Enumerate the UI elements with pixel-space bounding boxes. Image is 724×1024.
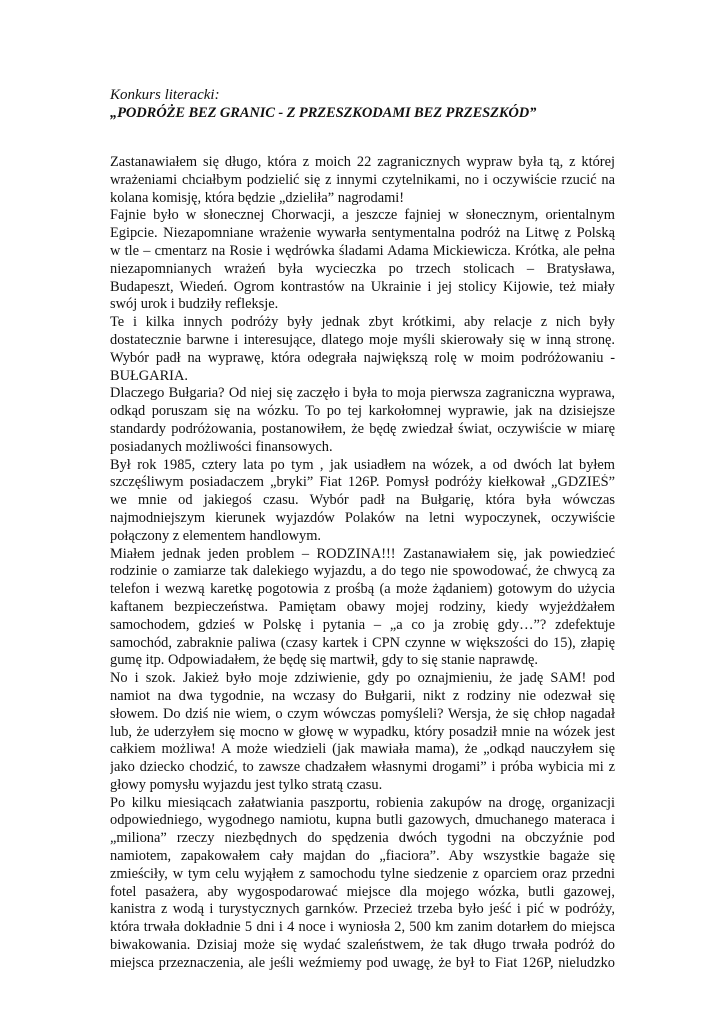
text-line: Zastanawiałem się długo, która z moich 22 zagranicznych wypraw była tą, z której bbox=[110, 154, 615, 170]
text-line: słowem. Do dziś nie wiem, o czym wówczas pomyśleli? Wersja, że się chłop nagadał bbox=[110, 705, 615, 722]
text-line: kaftanem bezpieczeństwa. Pamiętam obawy mojej rodziny, kiedy wyjeżdżałem bbox=[110, 598, 615, 615]
text-line: wrażeniami chciałbym podzielić się z innymi czytelnikami, no i oczywiście rzucić na bbox=[110, 171, 615, 188]
text-line: odpowiedniego, wygodnego namiotu, kupna butli gazowych, dmuchanego materaca i bbox=[110, 812, 615, 829]
article-body bbox=[110, 154, 615, 973]
text-line: szczęśliwym posiadaczem „bryki” Fiat 126P. Pomysł podróży kiełkował „GDZIEŚ” bbox=[110, 474, 615, 491]
text-line: Fajnie było w słonecznej Chorwacji, a jeszcze fajniej w słonecznym, orientalnym bbox=[110, 207, 615, 224]
text-line: Egipcie. Niezapomniane wrażenie wywarła sentymentalna podróż na Litwę z Polską bbox=[110, 225, 615, 242]
text-line: telefon i wezwą karetkę pogotowia z prośbą (a może żądaniem) gotowym do użycia bbox=[110, 581, 615, 598]
text-line: głowy pomysłu wyjazdu jest tylko stratą czasu. bbox=[110, 776, 383, 793]
text-line: kanistra z wodą i turystycznych garnków. Przecież trzeba było jeść i pić w podróży, bbox=[110, 901, 615, 918]
text-line: jako dziecko chodzić, to zawsze chadzałem własnymi drogami” i próba wybicia mi z bbox=[110, 759, 615, 776]
text-line: całkiem możliwa! A może wiedzieli (jak mawiała mama), że „odkąd nauczyłem się bbox=[110, 741, 615, 758]
text-line: lub, że uderzyłem się mocno w głowę w wypadku, który posadził mnie na wózek jest bbox=[110, 723, 615, 740]
text-line: Te i kilka innych podróży były jednak zbyt krótkimi, aby relacje z nich były bbox=[110, 314, 615, 331]
text-line: samochodem, gdzieś w Polskę i pytania – „a co ja zrobię gdy…”? zdefektuje bbox=[110, 616, 615, 633]
text-line: niezapomnianych wrażeń była wycieczka po trzech stolicach – Bratysława, bbox=[110, 260, 615, 277]
text-line: biwakowania. Dzisiaj może się wydać szaleństwem, że tak długo trwała podróż do bbox=[110, 937, 615, 954]
text-line: namiotem, zapakowałem cały majdan do „fiaciora”. Aby wszystkie bagaże się bbox=[110, 848, 615, 865]
text-line: „miliona” rzeczy niezbędnych do spędzenia dwóch tygodni na obczyźnie pod bbox=[110, 830, 615, 847]
text-line: zmieściły, w tym celu wyjąłem z samochodu tylne siedzenie z oparciem oraz przedni bbox=[110, 865, 615, 882]
contest-label: Konkurs literacki: bbox=[110, 87, 220, 103]
text-line: dostatecznie barwne i interesujące, dlatego moje myśli skierowały się w inną stronę. bbox=[110, 331, 615, 348]
text-line: połączony z elementem handlowym. bbox=[110, 527, 321, 544]
text-line: samochód, zabraknie paliwa (czasy kartek i CPN czynne w większości do 15), złapię bbox=[110, 634, 615, 651]
text-line: odkąd poruszam się na wózku. To po tej karkołomnej wyprawie, jak na dzisiejsze bbox=[110, 403, 615, 420]
text-line: rodzinie o zamiarze tak dalekiego wyjazdu, a do tego nie spowodować, że chwycą za bbox=[110, 563, 615, 580]
text-line: Po kilku miesiącach załatwiania paszportu, robienia zakupów na drogę, organizacji bbox=[110, 794, 615, 811]
text-line: standardy podróżowania, postanowiłem, że będę zwiedzał świat, oczywiście w miarę bbox=[110, 420, 615, 437]
text-line: BUŁGARIA. bbox=[110, 367, 188, 384]
text-line: która trwała dokładnie 5 dni i 4 noce i wyniosła 2, 500 km zanim dotarłem do miejsca bbox=[110, 919, 615, 936]
text-line: fotel pasażera, aby wygospodarować miejsce dla mojego wózka, butli gazowej, bbox=[110, 883, 615, 900]
text-line: kolana komisję, która będzie „dzieliła” nagrodami! bbox=[110, 189, 405, 206]
text-line: Był rok 1985, cztery lata po tym , jak usiadłem na wózek, a od dwóch lat byłem bbox=[110, 456, 615, 473]
text-line: Wybór padł na wyprawę, która odegrała największą rolę w moim podróżowaniu - bbox=[110, 349, 615, 366]
document-title: „PODRÓŻE BEZ GRANIC - Z PRZESZKODAMI BEZ PRZESZKÓD” bbox=[110, 105, 537, 121]
text-line: we mnie od jakiegoś czasu. Wybór padł na Bułgarię, która była wówczas bbox=[110, 492, 615, 509]
text-line: Budapeszt, Wiedeń. Ogrom kontrastów na Ukrainie i jej stolicy Kijowie, też miały bbox=[110, 278, 615, 295]
text-line: posiadanych możliwości finansowych. bbox=[110, 438, 333, 455]
text-line: No i szok. Jakież było moje zdziwienie, gdy po oznajmieniu, że jadę SAM! pod bbox=[110, 670, 615, 687]
text-line: namiot na dwa tygodnie, na wczasy do Bułgarii, nikt z rodziny nie odezwał się bbox=[110, 687, 615, 704]
text-line: Dlaczego Bułgaria? Od niej się zaczęło i była to moja pierwsza zagraniczna wyprawa, bbox=[110, 385, 615, 402]
text-line: najmodniejszym kierunek wyjazdów Polaków na letni wypoczynek, oczywiście bbox=[110, 509, 615, 526]
text-line: gumę itp. Odpowiadałem, że będę się martwił, gdy to się stanie naprawdę. bbox=[110, 652, 538, 669]
text-line: swój urok i budziły refleksje. bbox=[110, 296, 279, 313]
text-line: w tle – cmentarz na Rosie i wędrówka śladami Adama Mickiewicza. Krótka, ale pełna bbox=[110, 242, 615, 259]
text-line: miejsca przeznaczenia, ale jeśli weźmiemy pod uwagę, że był to Fiat 126P, nieludzko bbox=[110, 954, 615, 971]
text-line: Miałem jednak jeden problem – RODZINA!!! Zastanawiałem się, jak powiedzieć bbox=[110, 545, 615, 562]
